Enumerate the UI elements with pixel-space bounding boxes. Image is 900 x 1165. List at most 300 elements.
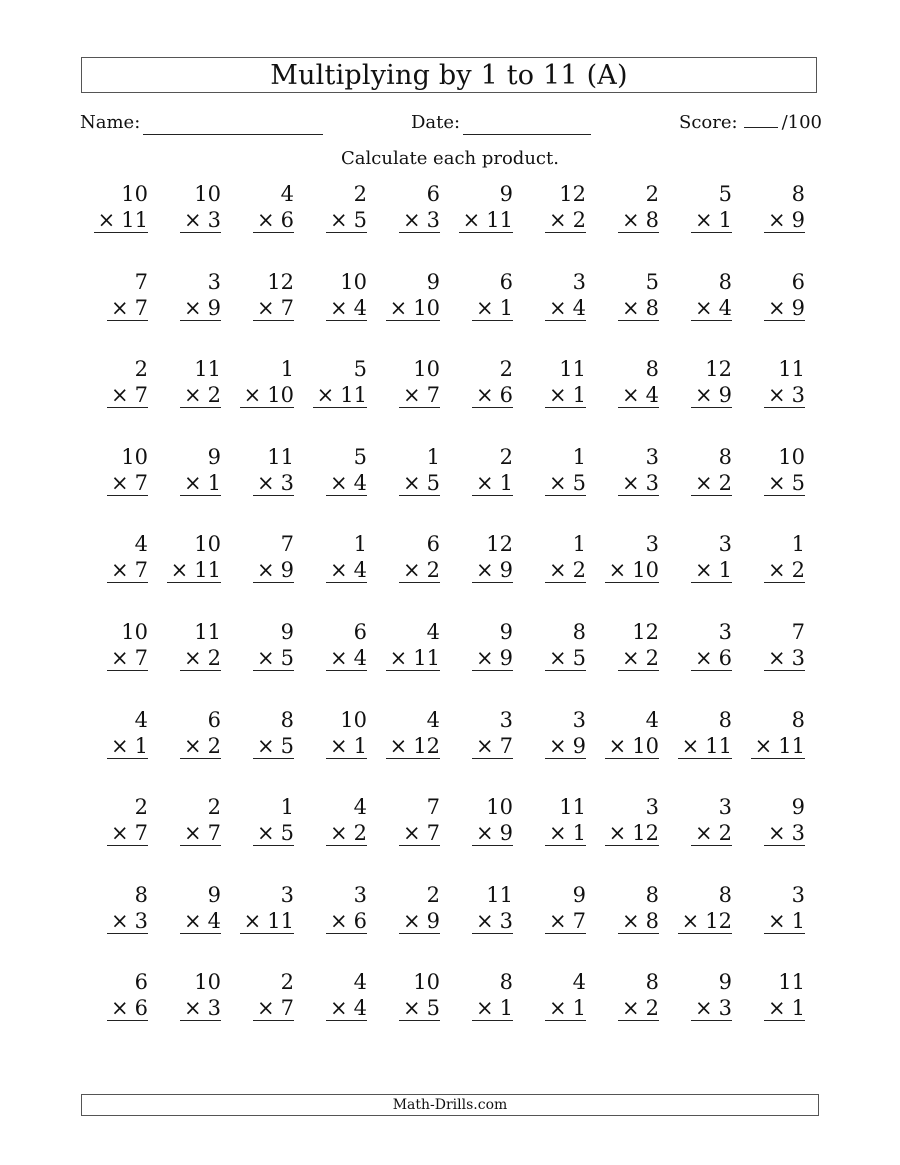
times-sign: × [389,733,408,758]
times-sign: × [695,646,713,670]
problem [443,182,513,234]
times-sign: × [330,908,348,933]
times-sign: × [549,646,567,670]
multiplicand: 10 [194,970,221,995]
multiplier [618,297,659,321]
problem [224,182,294,234]
multiplier-value: 1 [572,996,586,1021]
problem [516,795,586,847]
times-sign: × [184,295,202,320]
multiplier [618,209,659,233]
multiplier [472,910,513,934]
multiplicand: 12 [632,620,659,644]
multiplicand: 11 [778,357,805,382]
problem [370,357,440,409]
problem [443,970,513,1022]
multiplicand: 8 [718,444,732,469]
problem [589,532,659,584]
times-sign: × [257,470,275,495]
multiplier [326,647,367,671]
multiplier [545,822,586,846]
problem [735,182,805,234]
times-sign: × [695,996,713,1021]
problem [662,883,732,935]
times-sign: × [695,383,713,408]
multiplier-value: 4 [353,558,367,583]
multiplier [545,559,586,583]
times-sign: × [476,908,494,933]
multiplier-value: 9 [499,646,513,670]
times-sign: × [403,908,421,933]
multiplier-value: 4 [572,295,586,320]
multiplicand: 2 [645,182,659,206]
problem [443,445,513,497]
problem [370,182,440,234]
times-sign: × [476,646,494,670]
multiplier-value: 1 [572,383,586,408]
multiplicand: 10 [121,620,148,644]
times-sign: × [243,908,262,933]
multiplier-value: 7 [572,908,586,933]
multiplier-value: 6 [499,383,513,408]
multiplier-value: 6 [353,908,367,933]
multiplier [764,647,805,671]
problem [151,182,221,234]
problem [78,182,148,234]
times-sign: × [330,996,348,1021]
times-sign: × [549,558,567,583]
times-sign: × [403,470,421,495]
times-sign: × [622,383,640,408]
multiplier [618,910,659,934]
times-sign: × [97,208,116,232]
multiplier [180,472,221,496]
multiplier [107,647,148,671]
multiplier-value: 3 [791,821,805,846]
multiplier [764,559,805,583]
problem [78,357,148,409]
times-sign: × [622,646,640,670]
problem [151,532,221,584]
times-sign: × [330,208,348,232]
times-sign: × [257,733,275,758]
multiplicand: 8 [645,882,659,907]
multiplicand: 1 [572,532,586,557]
problem [662,795,732,847]
multiplier-value: 3 [791,646,805,670]
multiplier-value: 2 [572,208,586,232]
problem [735,970,805,1022]
multiplicand: 3 [645,444,659,469]
multiplier-value: 12 [705,908,732,933]
problem [443,357,513,409]
times-sign: × [257,208,275,232]
multiplier-value: 2 [572,558,586,583]
times-sign: × [184,208,202,232]
multiplier-value: 4 [207,908,221,933]
multiplier-value: 7 [280,295,294,320]
problem [224,445,294,497]
problem [297,182,367,234]
multiplicand: 3 [353,882,367,907]
times-sign: × [403,996,421,1021]
multiplier-value: 12 [632,821,659,846]
multiplier [459,209,513,233]
problem [735,620,805,672]
problem [151,883,221,935]
times-sign: × [549,908,567,933]
multiplier [107,559,148,583]
problem [151,708,221,760]
multiplier [240,910,294,934]
problem [443,708,513,760]
times-sign: × [184,996,202,1021]
multiplier [605,822,659,846]
multiplicand: 3 [718,795,732,820]
multiplier-value: 7 [426,821,440,846]
multiplicand: 8 [645,357,659,382]
multiplier [764,997,805,1021]
multiplicand: 6 [353,620,367,644]
times-sign: × [608,821,627,846]
times-sign: × [695,558,713,583]
multiplier-value: 1 [718,208,732,232]
times-sign: × [476,383,494,408]
problem [370,970,440,1022]
times-sign: × [403,558,421,583]
multiplier [107,735,148,759]
multiplicand: 4 [426,620,440,644]
problem [662,620,732,672]
multiplier [253,822,294,846]
problem [662,445,732,497]
problem [224,970,294,1022]
problem [370,795,440,847]
multiplier-value: 5 [280,646,294,670]
multiplicand: 3 [572,269,586,294]
multiplier-value: 1 [499,470,513,495]
multiplicand: 3 [791,882,805,907]
multiplier-value: 1 [572,821,586,846]
multiplicand: 1 [572,444,586,469]
times-sign: × [111,821,129,846]
multiplier-value: 11 [486,208,513,232]
multiplicand: 9 [207,882,221,907]
problem [589,357,659,409]
times-sign: × [768,646,786,670]
multiplicand: 8 [280,707,294,732]
times-sign: × [476,733,494,758]
multiplicand: 8 [718,707,732,732]
problem [224,795,294,847]
problem [78,270,148,322]
multiplier [180,910,221,934]
footer: Math-Drills.com [81,1094,819,1116]
problem [78,532,148,584]
multiplicand: 11 [559,795,586,820]
times-sign: × [111,996,129,1021]
multiplier [545,910,586,934]
problem [589,270,659,322]
multiplicand: 3 [718,532,732,557]
multiplier [326,559,367,583]
multiplier [326,297,367,321]
multiplier-value: 7 [207,821,221,846]
multiplicand: 10 [413,970,440,995]
problem [78,795,148,847]
times-sign: × [768,558,786,583]
times-sign: × [184,908,202,933]
times-sign: × [622,908,640,933]
multiplier [691,647,732,671]
problem [78,970,148,1022]
problem [224,708,294,760]
multiplier [691,384,732,408]
multiplicand: 8 [572,620,586,644]
multiplier [326,735,367,759]
problem [516,270,586,322]
multiplier [253,297,294,321]
times-sign: × [476,996,494,1021]
multiplier [107,910,148,934]
problem [516,182,586,234]
problem [443,620,513,672]
multiplicand: 11 [778,970,805,995]
times-sign: × [257,558,275,583]
multiplicand: 3 [645,795,659,820]
multiplicand: 12 [705,357,732,382]
times-sign: × [768,470,786,495]
times-sign: × [695,295,713,320]
times-sign: × [330,646,348,670]
times-sign: × [768,295,786,320]
multiplicand: 7 [426,795,440,820]
times-sign: × [316,383,335,408]
score-total: /100 [781,112,822,133]
multiplicand: 9 [499,620,513,644]
multiplicand: 9 [499,182,513,206]
times-sign: × [330,295,348,320]
multiplier [180,209,221,233]
problem [224,357,294,409]
multiplicand: 10 [121,182,148,206]
problem [297,620,367,672]
multiplicand: 3 [645,532,659,557]
multiplier [326,822,367,846]
multiplier-value: 5 [426,996,440,1021]
multiplier-value: 2 [718,470,732,495]
multiplier-value: 2 [645,996,659,1021]
multiplier [180,297,221,321]
times-sign: × [330,470,348,495]
multiplier [167,559,221,583]
multiplicand: 9 [791,795,805,820]
multiplier [386,647,440,671]
multiplier-value: 6 [134,996,148,1021]
times-sign: × [184,383,202,408]
problem [516,708,586,760]
multiplicand: 4 [353,795,367,820]
multiplier-value: 7 [134,558,148,583]
problem [224,270,294,322]
multiplier [253,559,294,583]
multiplicand: 4 [280,182,294,206]
problem [297,883,367,935]
multiplier [240,384,294,408]
multiplicand: 8 [718,269,732,294]
multiplier-value: 7 [426,383,440,408]
multiplier [605,559,659,583]
problem [735,883,805,935]
multiplicand: 10 [194,182,221,206]
problem [589,795,659,847]
multiplier-value: 9 [791,295,805,320]
multiplicand: 2 [134,795,148,820]
times-sign: × [681,908,700,933]
multiplicand: 6 [134,970,148,995]
multiplier-value: 5 [280,821,294,846]
multiplier [253,997,294,1021]
multiplier-value: 10 [413,295,440,320]
multiplier-value: 9 [207,295,221,320]
times-sign: × [184,646,202,670]
problem [589,182,659,234]
multiplier-value: 7 [134,821,148,846]
multiplicand: 12 [267,269,294,294]
multiplier [605,735,659,759]
multiplicand: 4 [426,707,440,732]
multiplicand: 10 [486,795,513,820]
times-sign: × [549,996,567,1021]
multiplicand: 2 [499,357,513,382]
problem [516,357,586,409]
times-sign: × [622,295,640,320]
multiplier [764,384,805,408]
problem [589,970,659,1022]
name-label: Name: [80,112,141,133]
problem [297,270,367,322]
multiplier [691,209,732,233]
times-sign: × [622,470,640,495]
multiplier-value: 11 [340,383,367,408]
times-sign: × [549,470,567,495]
problem [297,970,367,1022]
multiplicand: 10 [194,532,221,557]
multiplier-value: 4 [353,646,367,670]
multiplier [545,209,586,233]
problem [370,270,440,322]
multiplicand: 4 [572,970,586,995]
multiplicand: 4 [353,970,367,995]
multiplier [386,735,440,759]
multiplier [472,384,513,408]
multiplier-value: 4 [645,383,659,408]
problem [662,182,732,234]
multiplier [326,997,367,1021]
problem [516,883,586,935]
multiplicand: 9 [572,882,586,907]
multiplier [678,910,732,934]
multiplier-value: 7 [134,383,148,408]
multiplier-value: 1 [499,295,513,320]
problem [735,795,805,847]
multiplier [751,735,805,759]
multiplier [94,209,148,233]
times-sign: × [695,470,713,495]
times-sign: × [768,208,786,232]
times-sign: × [111,908,129,933]
multiplier-value: 6 [718,646,732,670]
problem [516,970,586,1022]
multiplicand: 6 [426,532,440,557]
problem [662,708,732,760]
times-sign: × [257,996,275,1021]
multiplier-value: 6 [280,208,294,232]
multiplier [326,910,367,934]
multiplier-value: 4 [718,295,732,320]
multiplier [545,735,586,759]
multiplier-value: 5 [353,208,367,232]
multiplicand: 11 [194,357,221,382]
problem [735,532,805,584]
problem [735,270,805,322]
times-sign: × [768,908,786,933]
multiplier-value: 2 [718,821,732,846]
multiplicand: 11 [267,444,294,469]
multiplier-value: 11 [413,646,440,670]
problem [78,445,148,497]
multiplier-value: 4 [353,470,367,495]
multiplier-value: 1 [791,996,805,1021]
times-sign: × [549,295,567,320]
times-sign: × [111,295,129,320]
multiplier [545,297,586,321]
times-sign: × [111,558,129,583]
multiplicand: 5 [353,357,367,382]
multiplier [764,472,805,496]
multiplicand: 10 [340,269,367,294]
times-sign: × [111,646,129,670]
multiplier-value: 9 [499,821,513,846]
multiplicand: 2 [280,970,294,995]
multiplicand: 2 [499,444,513,469]
multiplier [691,297,732,321]
multiplicand: 3 [718,620,732,644]
problem [516,445,586,497]
multiplier [618,647,659,671]
multiplicand: 4 [134,707,148,732]
multiplicand: 7 [134,269,148,294]
problem [297,708,367,760]
multiplicand: 9 [426,269,440,294]
multiplier-value: 7 [134,470,148,495]
times-sign: × [768,383,786,408]
multiplier [764,822,805,846]
times-sign: × [768,996,786,1021]
multiplicand: 2 [207,795,221,820]
multiplier-value: 8 [645,208,659,232]
multiplier [764,297,805,321]
multiplier-value: 10 [632,733,659,758]
multiplier-value: 9 [572,733,586,758]
multiplier [313,384,367,408]
multiplicand: 8 [645,970,659,995]
multiplier-value: 7 [134,646,148,670]
times-sign: × [184,470,202,495]
problem [662,532,732,584]
times-sign: × [111,383,129,408]
multiplicand: 8 [791,707,805,732]
